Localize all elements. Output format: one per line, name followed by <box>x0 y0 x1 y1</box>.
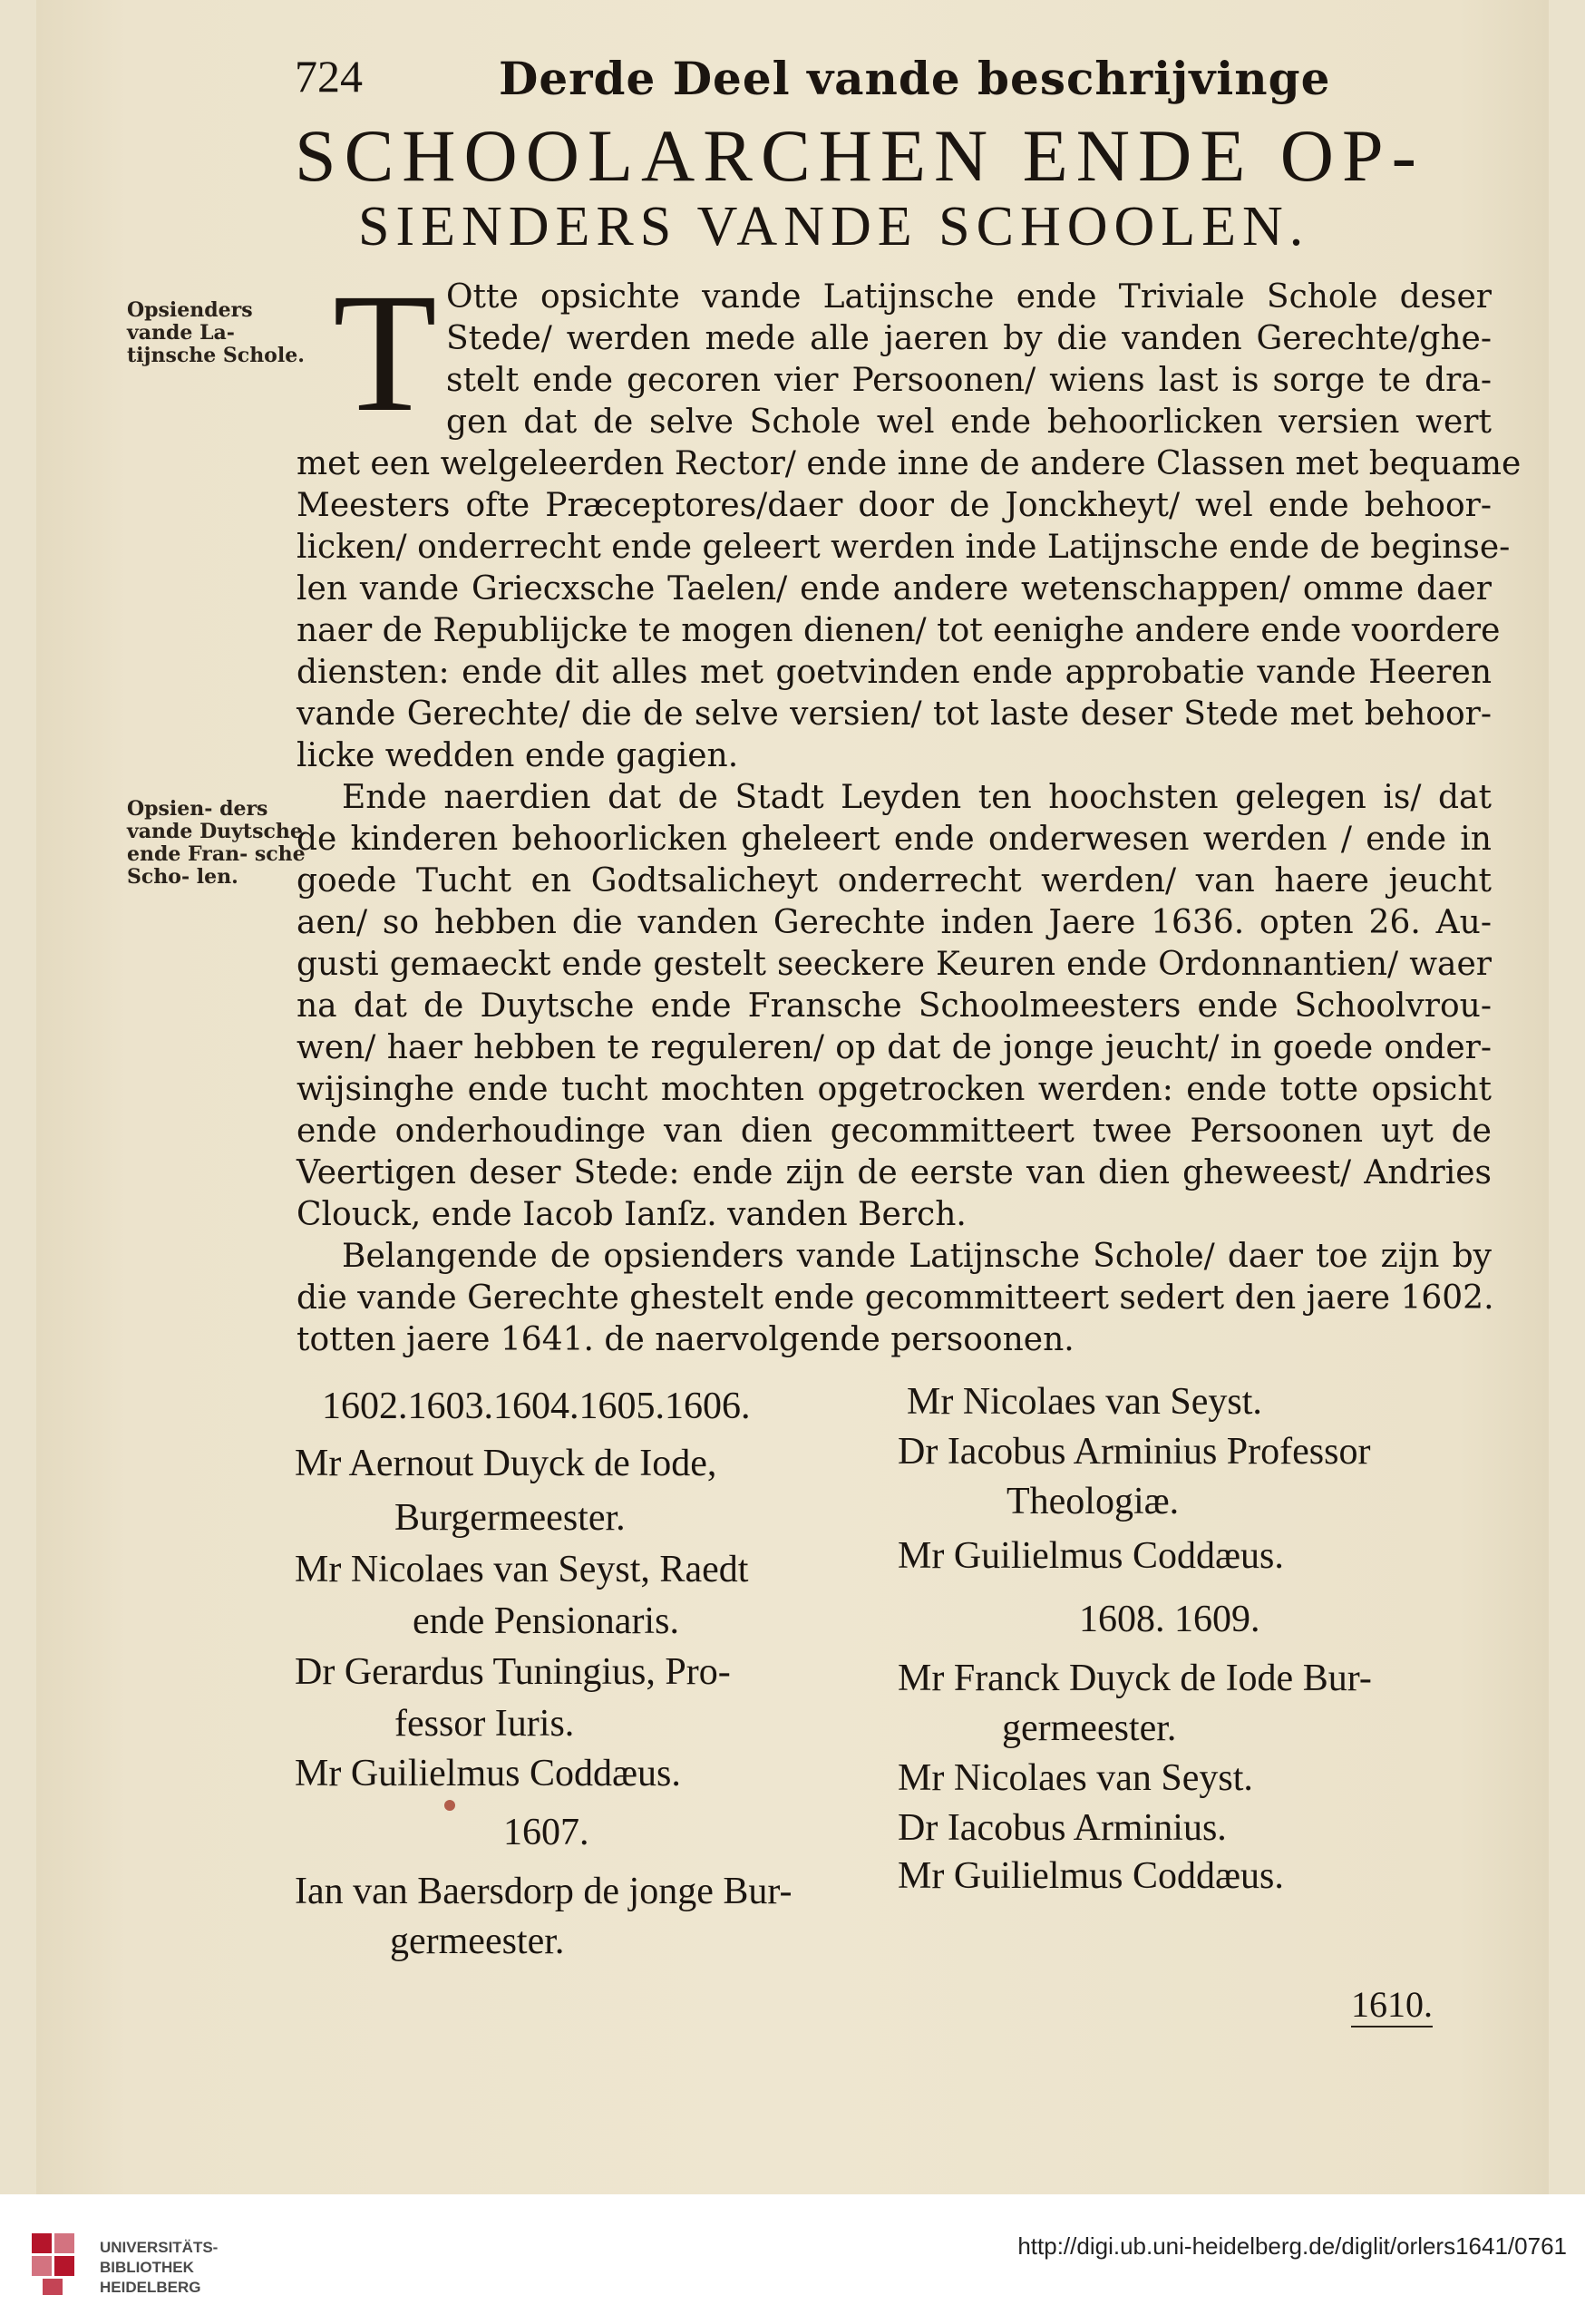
margin-note-latin-school: Opsienders vande La- tijnsche Schole. <box>127 298 305 367</box>
list-item: Mr Nicolaes van Seyst. <box>898 1757 1253 1799</box>
body-line: de kinderen behoorlicken gheleert ende onderwesen werden / ende in <box>297 821 1492 858</box>
body-line: aen/ so hebben die vanden Gerechte inden Jaere 1636. opten 26. Au- <box>297 904 1492 941</box>
body-line: naer de Republijcke te mogen dienen/ tot eenighe andere ende voordere <box>297 612 1501 649</box>
body-line: licken/ onderrecht ende geleert werden inde Latijnsche ende de beginse- <box>297 529 1511 566</box>
list-item: germeester. <box>390 1920 565 1962</box>
left-column-list <box>295 1365 875 1999</box>
list-item: fessor Iuris. <box>394 1703 575 1745</box>
list-item: Burgermeester. <box>394 1497 626 1539</box>
body-line: Ende naerdien dat de Stadt Leyden ten hoochsten gelegen is/ dat <box>342 779 1492 816</box>
chapter-title-line1: SCHOOLARCHEN ENDE OP- <box>295 114 1425 197</box>
list-item: ende Pensionaris. <box>413 1600 679 1642</box>
list-item: Mr Nicolaes van Seyst. <box>907 1381 1262 1423</box>
body-line: Meesters ofte Præceptores/daer door de Jonckheyt/ wel ende behoor- <box>297 487 1492 524</box>
right-column-list <box>898 1365 1496 1999</box>
page-number: 724 <box>295 51 363 102</box>
list-item: Mr Guilielmus Coddæus. <box>295 1753 681 1794</box>
body-line: Belangende de opsienders vande Latijnsche Schole/ daer toe zijn by <box>342 1238 1492 1275</box>
body-line: Stede/ werden mede alle jaeren by die vanden Gerechte/ghe- <box>446 320 1492 357</box>
chapter-title-line2: SIENDERS VANDE SCHOOLEN. <box>358 196 1310 258</box>
list-item: Mr Nicolaes van Seyst, Raedt <box>295 1549 749 1590</box>
list-item: Theologiæ. <box>1006 1481 1180 1522</box>
body-line: goede Tucht en Godtsalicheyt onderrecht werden/ van haere jeucht <box>297 862 1492 899</box>
body-line: na dat de Duytsche ende Fransche Schoolmeesters ende Schoolvrou- <box>297 987 1492 1025</box>
body-line: gen dat de selve Schole wel ende behoorlicken versien wert <box>446 404 1492 441</box>
year-heading: 1602.1603.1604.1605.1606. <box>322 1386 751 1427</box>
list-item: Mr Aernout Duyck de Iode, <box>295 1443 717 1484</box>
body-line: totten jaere 1641. de naervolgende persoonen. <box>297 1321 1074 1358</box>
body-line: Otte opsichte vande Latijnsche ende Triviale Schole deser <box>446 278 1492 316</box>
body-line: wen/ haer hebben te reguleren/ op dat de jonge jeucht/ in goede onder- <box>297 1029 1492 1066</box>
ink-stain <box>444 1800 455 1811</box>
list-item: Mr Guilielmus Coddæus. <box>898 1535 1284 1577</box>
list-item: Dr Gerardus Tuningius, Pro- <box>295 1651 731 1693</box>
body-line: Clouck, ende Iacob Ianſz. vanden Berch. <box>297 1196 967 1233</box>
running-header <box>295 50 1492 113</box>
body-line: len vande Griecxsche Taelen/ ende andere wetenschappen/ omme daer <box>297 570 1492 608</box>
body-line: wijsinghe ende tucht mochten opgetrocken werden: ende totte opsicht <box>297 1071 1492 1108</box>
drop-capital: T <box>333 258 437 447</box>
body-line: vande Gerechte/ die de selve versien/ tot laste deser Stede met behoor- <box>297 695 1492 733</box>
library-logo-icon <box>27 2226 91 2299</box>
margin-note-dutch-french-schools: Opsien- ders vande Duytsche ende Fran- sche Scho- len. <box>127 797 306 889</box>
list-item: Dr Iacobus Arminius. <box>898 1807 1227 1849</box>
library-name-line: HEIDELBERG <box>100 2279 201 2296</box>
list-item: germeester. <box>1002 1707 1177 1749</box>
list-item: Dr Iacobus Arminius Professor <box>898 1431 1371 1473</box>
year-heading: 1607. <box>503 1812 589 1853</box>
library-name <box>100 2238 218 2298</box>
body-line: licke wedden ende gagien. <box>297 737 739 774</box>
library-name-line: BIBLIOTHEK <box>100 2259 194 2276</box>
library-name-line: UNIVERSITÄTS- <box>100 2239 219 2256</box>
year-heading: 1608. 1609. <box>1079 1599 1260 1640</box>
body-line: stelt ende gecoren vier Persoonen/ wiens last is sorge te dra- <box>446 362 1492 399</box>
body-line: ende onderhoudinge van dien gecommitteert twee Persoonen uyt de <box>297 1113 1492 1150</box>
list-item: Ian van Baersdorp de jonge Bur- <box>295 1871 792 1912</box>
body-line: Veertigen deser Stede: ende zijn de eerste van dien gheweest/ Andries <box>297 1154 1492 1191</box>
catchword: 1610. <box>1351 1983 1433 2027</box>
body-line: die vande Gerechte ghestelt ende gecommitteert sedert den jaere 1602. <box>297 1279 1494 1317</box>
source-url-link[interactable]: http://digi.ub.uni-heidelberg.de/diglit/orlers1641/0761 <box>1017 2232 1567 2260</box>
body-line: met een welgeleerden Rector/ ende inne de andere Classen met bequame <box>297 445 1522 482</box>
running-title: Derde Deel vande beschrijvinge <box>499 52 1331 105</box>
body-line: diensten: ende dit alles met goetvinden ende approbatie vande Heeren <box>297 654 1492 691</box>
list-item: Mr Guilielmus Coddæus. <box>898 1855 1284 1897</box>
footer-bar <box>0 2194 1585 2324</box>
list-item: Mr Franck Duyck de Iode Bur- <box>898 1658 1372 1699</box>
body-line: gusti gemaeckt ende gestelt seeckere Keuren ende Ordonnantien/ waer <box>297 946 1492 983</box>
